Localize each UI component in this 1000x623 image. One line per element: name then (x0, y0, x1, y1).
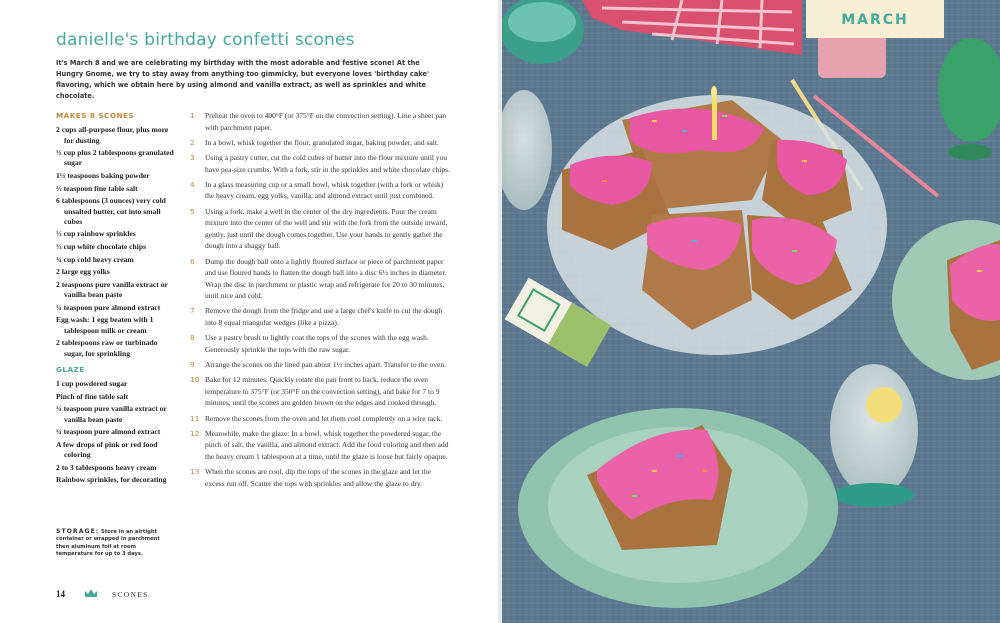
method-steps (190, 110, 450, 493)
storage-note (56, 528, 168, 558)
ingredient-item: 2 cups all-purpose flour, plus more for dusting (56, 125, 169, 145)
step-text: Remove the scones from the oven and let them cool completely on a wire rack. (205, 413, 443, 423)
glaze-ingredient-item: Rainbow sprinkles, for decorating (56, 475, 167, 485)
lemon-slice (866, 387, 902, 423)
step-text: Using a pastry cutter, cut the cold cubes of butter into the flour mixture until you have pea-size crumbs. With a fork, stir in the sprinkles and white chocolate chips. (205, 152, 450, 174)
method-step (190, 413, 450, 425)
method-step (190, 179, 450, 202)
ingredient-item: 2 tablespoons raw or turbinado sugar, for sprinkling (56, 338, 158, 358)
glaze-ingredient-item: 1 cup powdered sugar (56, 379, 128, 389)
step-number: 2 (190, 137, 195, 147)
step-number: 7 (190, 306, 195, 316)
step-number: 10 (190, 375, 200, 385)
step-number: 4 (190, 179, 195, 189)
recipe-page (0, 0, 498, 623)
step-text: When the scones are cool, dip the tops of the scones in the glaze and let the excess run off. Scatter the tops with sprinkles and allow the glaze to dry. (205, 467, 431, 488)
method-step (190, 374, 450, 409)
step-number: 12 (190, 428, 200, 438)
step-text: Remove the dough from the fridge and use a large chef's knife to cut the dough into 8 equal triangular wedges (like a pizza). (205, 306, 443, 328)
ingredient-item: ⅓ cup rainbow sprinkles (56, 229, 136, 239)
ingredient-item: 6 tablespoons (3 ounces) very cold unsalted butter, cut into small cubes (56, 196, 166, 226)
method-step (190, 428, 450, 463)
method-step (190, 137, 450, 149)
glaze-ingredient-item: ¼ teaspoon pure almond extract (56, 427, 161, 437)
step-number: 8 (190, 333, 195, 343)
ingredient-item: 2 teaspoons pure vanilla extract or vanilla bean paste (56, 279, 168, 300)
ingredient-item: Egg wash: 1 egg beaten with 1 tablespoon milk or cream (56, 315, 154, 335)
method-step (190, 359, 450, 371)
method-step (190, 152, 450, 175)
ingredient-item: 1½ teaspoons baking powder (56, 171, 150, 181)
ingredients-column (56, 111, 178, 488)
step-number: 9 (190, 360, 195, 370)
section-name: SCONES (112, 590, 149, 599)
glaze-ingredient-item: ¼ teaspoon pure vanilla extract or vanilla bean paste (56, 404, 167, 424)
glaze-ingredient-list (56, 379, 178, 485)
step-number: 3 (190, 152, 195, 162)
birthday-candle (712, 95, 717, 140)
crown-icon (84, 588, 98, 598)
step-text: In a bowl, whisk together the flour, granulated sugar, baking powder, and salt. (205, 137, 439, 147)
glaze-ingredient-item: A few drops of pink or red food coloring (56, 439, 158, 460)
month-tab: MARCH (806, 0, 944, 38)
step-text: Preheat the oven to 400°F (or 375°F on the convection setting). Line a sheet pan with parchment paper. (205, 111, 447, 132)
step-number: 11 (190, 413, 200, 423)
recipe-photo (502, 0, 1000, 623)
step-text: Use a pastry brush to lightly coat the tops of the scones with the egg wash. Generously sprinkle the tops with the raw sugar. (205, 333, 429, 354)
step-text: Dump the dough ball onto a lightly floured surface or piece of parchment paper and use floured hands to flatten the dough ball into a disc 6½ inches in diameter. Wrap the disc in parchment or plastic wrap and refrigerate for 20 to 30 minutes, until nice and cold. (205, 256, 447, 301)
ingredient-item: ½ teaspoon fine table salt (56, 183, 138, 193)
step-number: 1 (190, 111, 195, 120)
ingredient-item: ¾ cup cold heavy cream (56, 254, 134, 264)
step-number: 6 (190, 256, 195, 266)
step-text: Arrange the scones on the lined pan about 1½ inches apart. Transfer to the oven. (205, 360, 446, 370)
step-number: 5 (190, 206, 195, 216)
storage-label: STORAGE: (56, 528, 100, 535)
yield-heading: MAKES 8 SCONES (56, 111, 135, 120)
step-number: 13 (190, 467, 200, 477)
method-step (190, 332, 450, 355)
step-text: Bake for 12 minutes. Quickly rotate the pan front to back, reduce the oven temperature to 375°F (or 350°F on the convection setting), and bake for 7 to 9 minutes, until the scones are golden brown on the edges and cooked through. (205, 375, 440, 408)
method-step (190, 466, 450, 489)
ingredient-item: 2 large egg yolks (56, 267, 110, 277)
water-glass (830, 364, 918, 496)
glaze-ingredient-item: Pinch of fine table salt (56, 391, 129, 401)
method-step (190, 256, 450, 302)
step-text: In a glass measuring cup or a small bowl, whisk together (with a fork or whisk) the heavy cream, egg yolks, vanilla, and almond extract until just combined. (205, 179, 444, 201)
ingredient-item: ⅓ cup plus 2 tablespoons granulated sugar (56, 148, 174, 168)
page-number: 14 (56, 589, 65, 599)
ingredient-list (56, 125, 178, 359)
scones-photo-illustration (502, 0, 1000, 623)
step-text: Using a fork, make a well in the center of the dry ingredients. Pour the cream mixture into the center of the well and stir with the fork from the outside inward, gently, just until the dough comes together. Use your hands to gently gather the dough into a shaggy ball. (205, 206, 448, 251)
ingredient-item: ¼ teaspoon pure almond extract (56, 302, 161, 312)
method-step (190, 110, 450, 133)
method-step (190, 206, 450, 252)
storage-text: Store in an airtight container or wrapped in parchment then aluminum foil at room temperature for up to 3 days. (56, 529, 160, 557)
method-step (190, 305, 450, 328)
step-text: Meanwhile, make the glaze: In a bowl, whisk together the powdered sugar, the pinch of salt, the vanilla, and almond extract. Add the food coloring and then add the heavy cream 1 tablespoon at a time, until the glaze is loose but fairly opaque. (205, 428, 449, 461)
recipe-title: danielle's birthday confetti scones (56, 30, 355, 50)
glaze-ingredient-item: 2 to 3 tablespoons heavy cream (56, 462, 157, 472)
recipe-intro: It's March 8 and we are celebrating my birthday with the most adorable and festive scone! At the Hungry Gnome, we try to stay away from anything too gimmicky, but everyone loves 'birthday cake' flavoring, which we obtain here by using almond and vanilla extract, as well as sprinkles and white chocolate. (56, 59, 429, 100)
ingredient-item: ⅓ cup white chocolate chips (56, 242, 147, 252)
glaze-heading: GLAZE (56, 364, 85, 374)
